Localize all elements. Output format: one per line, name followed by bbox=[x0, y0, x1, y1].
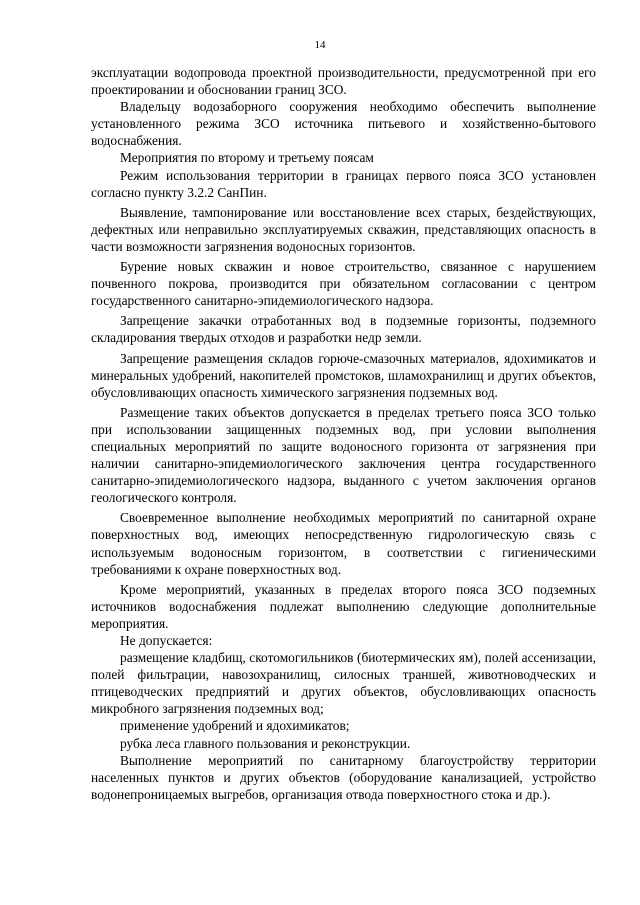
page-number: 14 bbox=[314, 39, 326, 51]
paragraph-sanitary-improvement: Выполнение мероприятий по санитарному благоустройству территории населенных пунктов и других объектов (оборудование канализацией, устройство водонепроницаемых выгребов, организация отвода поверхностного стока и др.). bbox=[91, 752, 596, 802]
list-item-fertilizers: применение удобрений и ядохимикатов; bbox=[120, 718, 350, 734]
paragraph-owner-obligation: Владельцу водозаборного сооружения необходимо обеспечить выполнение установленного режима ЗСО источника питьевого и хозяйственно-бытового водоснабжения. bbox=[91, 99, 596, 149]
paragraph-surface-water-protection: Своевременное выполнение необходимых мероприятий по санитарной охране поверхностных вод, имеющих непосредственную гидрологическую связь с используемым водоносным горизонтом, в соответствии с гигиеническими требованиями к охране поверхностных вод. bbox=[91, 510, 596, 577]
paragraph-storage-ban: Запрещение размещения складов горюче-смазочных материалов, ядохимикатов и минеральных удобрений, накопителей промстоков, шламохранилищ и других объектов, обусловливающих опасность химического загрязнения подземных вод. bbox=[91, 350, 596, 400]
list-item-logging: рубка леса главного пользования и реконструкции. bbox=[120, 735, 411, 751]
section-heading: Мероприятия по второму и третьему поясам bbox=[120, 150, 374, 166]
paragraph-injection-ban: Запрещение закачки отработанных вод в подземные горизонты, подземного складирования твердых отходов и разработки недр земли. bbox=[91, 313, 596, 346]
paragraph-wells-identification: Выявление, тампонирование или восстановление всех старых, бездействующих, дефектных или неправильно эксплуатируемых скважин, представляющих опасность в части возможности загрязнения водоносных горизонтов. bbox=[91, 204, 596, 254]
paragraph-not-allowed: Не допускается: bbox=[120, 633, 213, 648]
paragraph-additional-measures: Кроме мероприятий, указанных в пределах второго пояса ЗСО подземных источников водоснабжения подлежат выполнению следующие дополнительные мероприятия. bbox=[91, 581, 596, 631]
paragraph-first-belt-regime: Режим использования территории в границах первого пояса ЗСО установлен согласно пункту 3.2.2 СанПин. bbox=[91, 167, 596, 200]
list-item-cemeteries: размещение кладбищ, скотомогильников (биотермических ям), полей ассенизации, полей фильтрации, навозохранилищ, силосных траншей, животноводческих и птицеводческих предприятий и других объектов, обусловливающих опасность микробного загрязнения подземных вод; bbox=[91, 650, 596, 717]
document-body bbox=[91, 64, 596, 803]
paragraph-third-belt-placement: Размещение таких объектов допускается в пределах третьего пояса ЗСО только при использовании защищенных подземных вод, при условии выполнения специальных мероприятий по защите водоносного горизонта от загрязнения при наличии санитарно-эпидемиологического заключения центра государственного санитарно-эпидемиологического надзора, выданного с учетом заключения органов геологического контроля. bbox=[91, 404, 596, 506]
paragraph-continuation: эксплуатации водопровода проектной производительности, предусмотренной при его проектировании и обосновании границ ЗСО. bbox=[91, 65, 596, 98]
paragraph-new-wells-drilling: Бурение новых скважин и новое строительство, связанное с нарушением почвенного покрова, производится при обязательном согласовании с центром государственного санитарно-эпидемиологического надзора. bbox=[91, 259, 596, 309]
